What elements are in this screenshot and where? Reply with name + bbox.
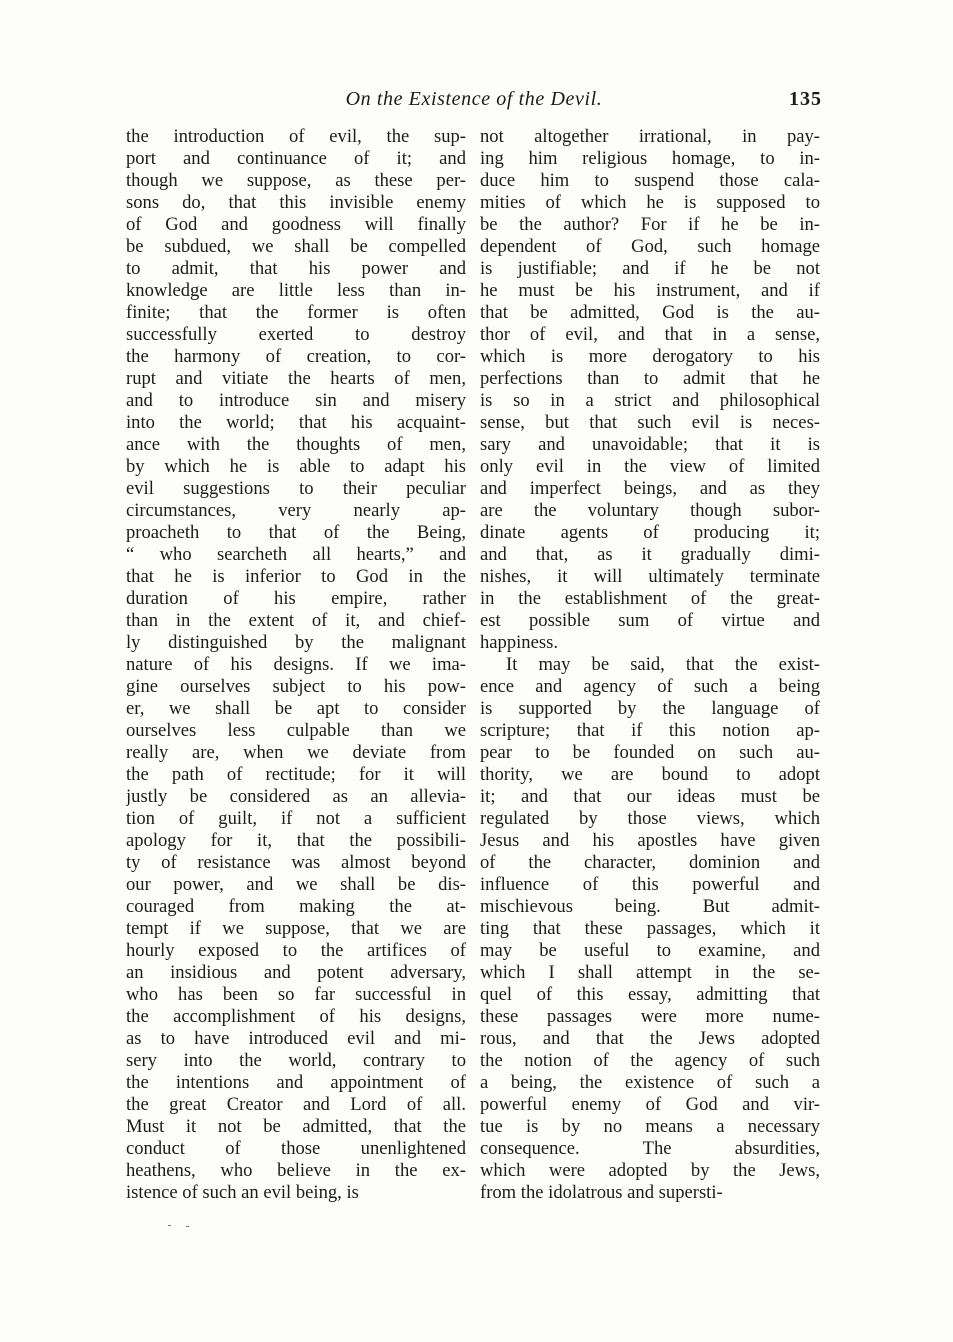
text-line: pear to be founded on such au- xyxy=(480,742,820,763)
text-line: into the world; that his acquaint- xyxy=(126,412,466,433)
text-line: sery into the world, contrary to xyxy=(126,1050,466,1071)
text-line: ty of resistance was almost beyond xyxy=(126,852,466,873)
text-line: though we suppose, as these per- xyxy=(126,170,466,191)
text-line: which were adopted by the Jews, xyxy=(480,1160,820,1181)
text-line: ance with the thoughts of men, xyxy=(126,434,466,455)
text-line: influence of this powerful and xyxy=(480,874,820,895)
text-line: nishes, it will ultimately terminate xyxy=(480,566,820,587)
text-line: is so in a strict and philosophical xyxy=(480,390,820,411)
text-line: a being, the existence of such a xyxy=(480,1072,820,1093)
text-line: be subdued, we shall be compelled xyxy=(126,236,466,257)
text-line: and to introduce sin and misery xyxy=(126,390,466,411)
text-line: Must it not be admitted, that the xyxy=(126,1116,466,1137)
text-line: rupt and vitiate the hearts of men, xyxy=(126,368,466,389)
text-line: port and continuance of it; and xyxy=(126,148,466,169)
text-line: may be useful to examine, and xyxy=(480,940,820,961)
text-line: quel of this essay, admitting that xyxy=(480,984,820,1005)
text-line: who has been so far successful in xyxy=(126,984,466,1005)
text-line: than in the extent of it, and chief- xyxy=(126,610,466,631)
text-line: the intentions and appointment of xyxy=(126,1072,466,1093)
text-line: consequence. The absurdities, xyxy=(480,1138,820,1159)
text-line: in the establishment of the great- xyxy=(480,588,820,609)
text-line: to admit, that his power and xyxy=(126,258,466,279)
text-line: heathens, who believe in the ex- xyxy=(126,1160,466,1181)
text-line: tue is by no means a necessary xyxy=(480,1116,820,1137)
text-line: conduct of those unenlightened xyxy=(126,1138,466,1159)
text-line: which I shall attempt in the se- xyxy=(480,962,820,983)
text-line: It may be said, that the exist- xyxy=(506,654,820,675)
text-line: tion of guilt, if not a sufficient xyxy=(126,808,466,829)
text-line: sary and unavoidable; that it is xyxy=(480,434,820,455)
text-line: duration of his empire, rather xyxy=(126,588,466,609)
text-line: regulated by those views, which xyxy=(480,808,820,829)
text-line: finite; that the former is often xyxy=(126,302,466,323)
text-line: ence and agency of such a being xyxy=(480,676,820,697)
text-line: knowledge are little less than in- xyxy=(126,280,466,301)
text-line: which is more derogatory to his xyxy=(480,346,820,367)
text-line: powerful enemy of God and vir- xyxy=(480,1094,820,1115)
text-line: that he is inferior to God in the xyxy=(126,566,466,587)
text-line: the accomplishment of his designs, xyxy=(126,1006,466,1027)
text-line: thor of evil, and that in a sense, xyxy=(480,324,820,345)
text-line: nature of his designs. If we ima- xyxy=(126,654,466,675)
text-line: the great Creator and Lord of all. xyxy=(126,1094,466,1115)
text-line: dinate agents of producing it; xyxy=(480,522,820,543)
text-line: as to have introduced evil and mi- xyxy=(126,1028,466,1049)
text-line: that be admitted, God is the au- xyxy=(480,302,820,323)
text-line: thority, we are bound to adopt xyxy=(480,764,820,785)
text-line: couraged from making the at- xyxy=(126,896,466,917)
text-line: ourselves less culpable than we xyxy=(126,720,466,741)
text-line: be the author? For if he be in- xyxy=(480,214,820,235)
text-line: happiness. xyxy=(480,632,558,653)
text-line: er, we shall be apt to consider xyxy=(126,698,466,719)
text-line: and imperfect beings, and as they xyxy=(480,478,820,499)
text-line: of the character, dominion and xyxy=(480,852,820,873)
text-line: sense, but that such evil is neces- xyxy=(480,412,820,433)
text-line: our power, and we shall be dis- xyxy=(126,874,466,895)
text-line: he must be his instrument, and if xyxy=(480,280,820,301)
text-column-left xyxy=(126,126,466,1204)
text-line: Jesus and his apostles have given xyxy=(480,830,820,851)
text-line: sons do, that this invisible enemy xyxy=(126,192,466,213)
text-line: these passages were more nume- xyxy=(480,1006,820,1027)
text-line: ing him religious homage, to in- xyxy=(480,148,820,169)
text-line: rous, and that the Jews adopted xyxy=(480,1028,820,1049)
text-line: gine ourselves subject to his pow- xyxy=(126,676,466,697)
text-line: est possible sum of virtue and xyxy=(480,610,820,631)
running-head xyxy=(126,88,822,118)
page-number: 135 xyxy=(789,88,822,110)
text-line: hourly exposed to the artifices of xyxy=(126,940,466,961)
text-line: and that, as it gradually dimi- xyxy=(480,544,820,565)
running-head-title: On the Existence of the Devil. xyxy=(345,88,603,110)
text-line: the introduction of evil, the sup- xyxy=(126,126,466,147)
text-line: perfections than to admit that he xyxy=(480,368,820,389)
text-line: successfully exerted to destroy xyxy=(126,324,466,345)
print-speck xyxy=(186,1226,189,1227)
text-line: only evil in the view of limited xyxy=(480,456,820,477)
text-line: by which he is able to adapt his xyxy=(126,456,466,477)
text-line: apology for it, that the possibili- xyxy=(126,830,466,851)
text-line: the harmony of creation, to cor- xyxy=(126,346,466,367)
text-line: the notion of the agency of such xyxy=(480,1050,820,1071)
text-line: evil suggestions to their peculiar xyxy=(126,478,466,499)
text-line: scripture; that if this notion ap- xyxy=(480,720,820,741)
text-line: from the idolatrous and supersti- xyxy=(480,1182,723,1203)
text-line: really are, when we deviate from xyxy=(126,742,466,763)
text-line: circumstances, very nearly ap- xyxy=(126,500,466,521)
text-line: ly distinguished by the malignant xyxy=(126,632,466,653)
text-line: dependent of God, such homage xyxy=(480,236,820,257)
text-line: istence of such an evil being, is xyxy=(126,1182,359,1203)
text-line: proacheth to that of the Being, xyxy=(126,522,466,543)
text-line: mischievous being. But admit- xyxy=(480,896,820,917)
print-speck xyxy=(168,1225,171,1226)
text-line: of God and goodness will finally xyxy=(126,214,466,235)
text-line: the path of rectitude; for it will xyxy=(126,764,466,785)
text-line: it; and that our ideas must be xyxy=(480,786,820,807)
text-line: mities of which he is supposed to xyxy=(480,192,820,213)
text-line: duce him to suspend those cala- xyxy=(480,170,820,191)
text-line: are the voluntary though subor- xyxy=(480,500,820,521)
text-line: is justifiable; and if he be not xyxy=(480,258,820,279)
text-line: ting that these passages, which it xyxy=(480,918,820,939)
text-line: “ who searcheth all hearts,” and xyxy=(126,544,466,565)
text-line: is supported by the language of xyxy=(480,698,820,719)
text-line: justly be considered as an allevia- xyxy=(126,786,466,807)
text-line: not altogether irrational, in pay- xyxy=(480,126,820,147)
text-line: an insidious and potent adversary, xyxy=(126,962,466,983)
text-column-right xyxy=(480,126,820,1204)
text-line: tempt if we suppose, that we are xyxy=(126,918,466,939)
